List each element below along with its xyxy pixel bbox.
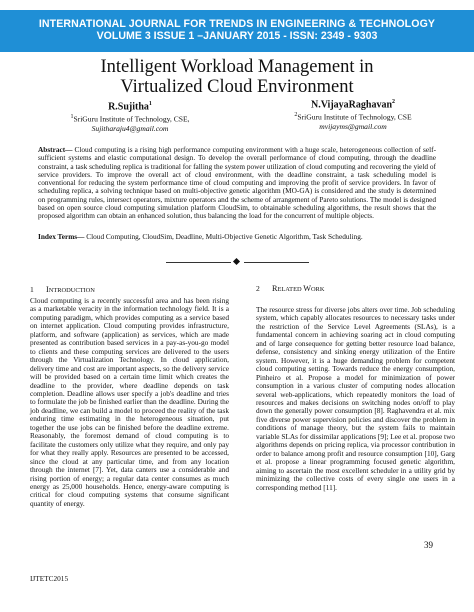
- journal-name: INTERNATIONAL JOURNAL FOR TRENDS IN ENGINEERING & TECHNOLOGY: [38, 18, 436, 30]
- author-affiliation: $^2$SriGuru Institute of Technology, CSE: [294, 112, 412, 122]
- page-number: 39: [424, 540, 433, 550]
- author-email: Sujitharaju4@gmail.com: [91, 123, 169, 133]
- author-1: [60, 98, 200, 133]
- journal-banner: [0, 10, 474, 52]
- index-terms: [38, 233, 436, 241]
- related-work-text: The resource stress for diverse jobs alters over time. Job scheduling system, which capably allocates resources to necessary tasks under the restriction of the Service Level Agreements (SLAs), is a fundamental concern in achieving soaring act in cloud computing and of large consequence for getting better resource load balance, defense, consistency and sinking energy utilization of the Entire system. However, it is a huge demanding problem for competent cloud computing setting. Towards reduce the energy consumption, Pinheiro et al. Propose a model for minimization of power consumption in a various cluster of computing nodes allocation several web-applications, which repeatedly monitors the load of resources and makes decisions on switching nodes on/off to play down the generally power consumption [8]. Raghavendra et al. mix five diverse power supervision policies and discover the problem in conditions of manage theory, but the system fails to maintain variable SLAs for dissimilar applications [9]; Lee et al. propose two algorithms depends on pricing replica, via processor contribution in order to balance among profit and resource consumption [10], Garg et al. propose a linear programming focused genetic algorithm, aiming to ascertain the most excellent scheduler in a utility grid by minimizing the collective costs of every single one users in a corresponding method [11].: [256, 305, 455, 492]
- separator-line-left: [166, 262, 231, 263]
- author-2: [268, 96, 438, 131]
- index-terms-label: Index Terms—: [38, 232, 85, 241]
- abstract-label: Abstract—: [38, 145, 73, 154]
- right-column: [256, 284, 455, 492]
- author-email: mvijayms@gmail.com: [319, 121, 387, 131]
- introduction-text: Cloud computing is a recently successful area and has been rising as a marketable veracity in the information technology field. It is a computing paradigm, which provides computing as a service based on internet application. Cloud computing provides infrastructure, platform, and software (application) as services, which are made presented as contribution based services in a pay-as-you-go model to clients and these computing services are delivered to the users through the Virtualization Technology. In cloud application, delivery time and cost are important aspects, so the delivery service will be provided based on a certain time limit which creates the deadline to the provider, where deadline depends on task completion. Deadline allows user specify a job's deadline and tries to formulate the job be finished earlier than the deadline. During the job deadline, we can build a model to proceed the reality of the task enduring time estimating in the heterogeneous situation, put together the use jobs can be finished before the deadline extreme. Reasonably, the foremost demand of cloud computing is to facilitate the customers only utilize what they require, and only pay for what they really apply. Resources are presented to be accessed, since the cloud at any particular time, and from any location through the internet [7]. Yet, data canters use a considerable and rising portion of energy; a regular data center consumes as much energy as 25,000 households. Hence, energy-aware computing is critical for cloud computing systems that consume significant quantity of energy.: [30, 296, 229, 508]
- author-name: R.Sujitha$^1$: [108, 101, 152, 113]
- paper-title-line1: Intelligent Workload Management in: [100, 57, 374, 77]
- author-name: N.VijayaRaghavan$^2$: [310, 99, 396, 111]
- footer-journal-code: IJTETC2015: [30, 574, 69, 583]
- paper-title-line2: Virtualized Cloud Environment: [120, 77, 354, 97]
- separator-line-right: [244, 262, 309, 263]
- index-terms-text: Cloud Computing, CloudSim, Deadline, Multi-Objective Genetic Algorithm, Task Scheduling.: [84, 232, 363, 241]
- section-heading-introduction: 1 INTRODUCTION: [30, 285, 95, 294]
- diamond-separator-icon: [233, 258, 240, 265]
- abstract: [38, 146, 436, 221]
- section-heading-related-work: 2 RELATED WORK: [256, 284, 325, 293]
- abstract-text: Cloud computing is a rising high performance computing environment with a huge scale, heterogeneous collection of self-sufficient systems and elastic computational design. To develop the overall performance of cloud computing, through the deadline constraint, a task scheduling replica is traditional for falling the system power utilization of cloud computing and recovering the yield of service providers. To improve the overall act of cloud environment, with the deadline constraint, a task scheduling model is conventional for reducing the system performance time of cloud computing and improving the profit of service providers. In favor of scheduling replica, a solving technique based on multi-objective genetic algorithm (MO-GA) is considered and the study is determined on programming rules, intersect operators, mixture operators and the scheme of arrangement of Pareto solutions. The model is designed based on open source cloud computing simulation platform CloudSim, to obtainable scheduling algorithms, the result shows that the proposed algorithm can obtain an enhanced solution, thus balancing the load for the concurrent of multiple objects.: [38, 145, 436, 221]
- left-column: [30, 285, 229, 508]
- author-affiliation: $^1$SriGuru Institute of Technology, CSE,: [70, 114, 190, 124]
- journal-issue: VOLUME 3 ISSUE 1 –JANUARY 2015 - ISSN: 2349 - 9303: [96, 30, 378, 42]
